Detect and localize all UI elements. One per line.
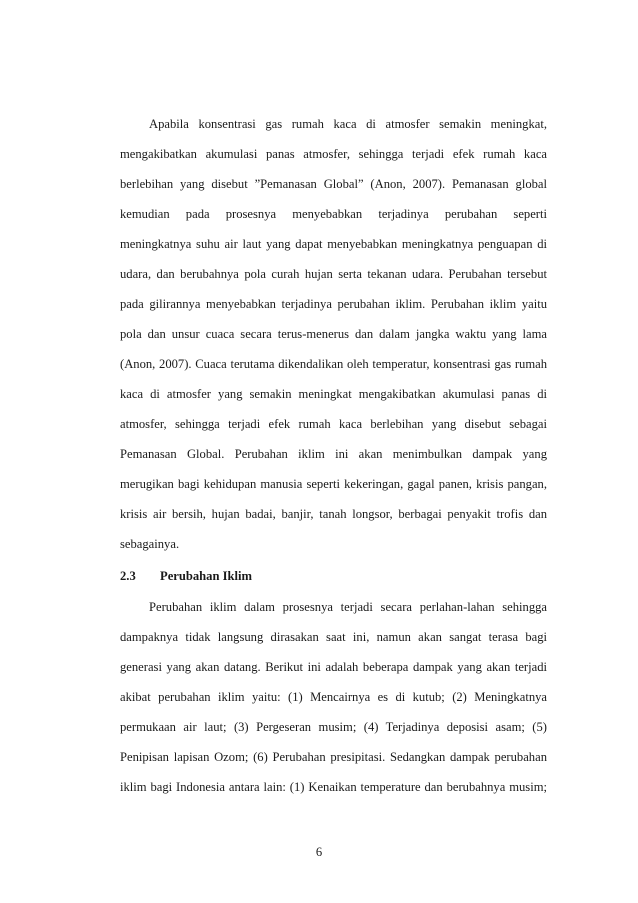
section-title: Perubahan Iklim (160, 569, 253, 583)
text-line: merugikan bagi kehidupan manusia seperti kekeringan, gagal panen, krisis pangan, (120, 477, 547, 491)
text-line: (Anon, 2007). Cuaca terutama dikendalikan oleh temperatur, konsentrasi gas rumah (120, 357, 547, 371)
text-line: meningkatnya suhu air laut yang dapat menyebabkan meningkatnya penguapan di (120, 237, 547, 251)
text-line: atmosfer, sehingga terjadi efek rumah kaca berlebihan yang disebut sebagai (120, 417, 547, 431)
text-line: Perubahan iklim dalam prosesnya terjadi secara perlahan-lahan sehingga (149, 600, 547, 614)
text-line: berlebihan yang disebut ”Pemanasan Global” (Anon, 2007). Pemanasan global (120, 177, 547, 191)
text-line: iklim bagi Indonesia antara lain: (1) Kenaikan temperature dan berubahnya musim; (120, 780, 547, 794)
text-line: krisis air bersih, hujan badai, banjir, tanah longsor, berbagai penyakit trofis dan (120, 507, 547, 521)
text-line: kemudian pada prosesnya menyebabkan terjadinya perubahan seperti (120, 207, 547, 221)
text-line: udara, dan berubahnya pola curah hujan serta tekanan udara. Perubahan tersebut (120, 267, 547, 281)
text-line: permukaan air laut; (3) Pergeseran musim; (4) Terjadinya deposisi asam; (5) (120, 720, 547, 734)
text-line: pada gilirannya menyebabkan terjadinya perubahan iklim. Perubahan iklim yaitu (120, 297, 547, 311)
text-line: mengakibatkan akumulasi panas atmosfer, sehingga terjadi efek rumah kaca (120, 147, 547, 161)
page-number: 6 (315, 845, 323, 859)
text-line: dampaknya tidak langsung dirasakan saat ini, namun akan sangat terasa bagi (120, 630, 547, 644)
text-line: akibat perubahan iklim yaitu: (1) Mencairnya es di kutub; (2) Meningkatnya (120, 690, 547, 704)
text-line: Apabila konsentrasi gas rumah kaca di atmosfer semakin meningkat, (149, 117, 547, 131)
text-line: generasi yang akan datang. Berikut ini adalah beberapa dampak yang akan terjadi (120, 660, 547, 674)
text-line: kaca di atmosfer yang semakin meningkat mengakibatkan akumulasi panas di (120, 387, 547, 401)
text-line: Pemanasan Global. Perubahan iklim ini akan menimbulkan dampak yang (120, 447, 547, 461)
section-number: 2.3 (120, 569, 136, 583)
text-line: sebagainya. (120, 537, 180, 551)
text-line: pola dan unsur cuaca secara terus-menerus dan dalam jangka waktu yang lama (120, 327, 547, 341)
section-heading (120, 568, 252, 584)
text-line: Penipisan lapisan Ozom; (6) Perubahan presipitasi. Sedangkan dampak perubahan (120, 750, 547, 764)
